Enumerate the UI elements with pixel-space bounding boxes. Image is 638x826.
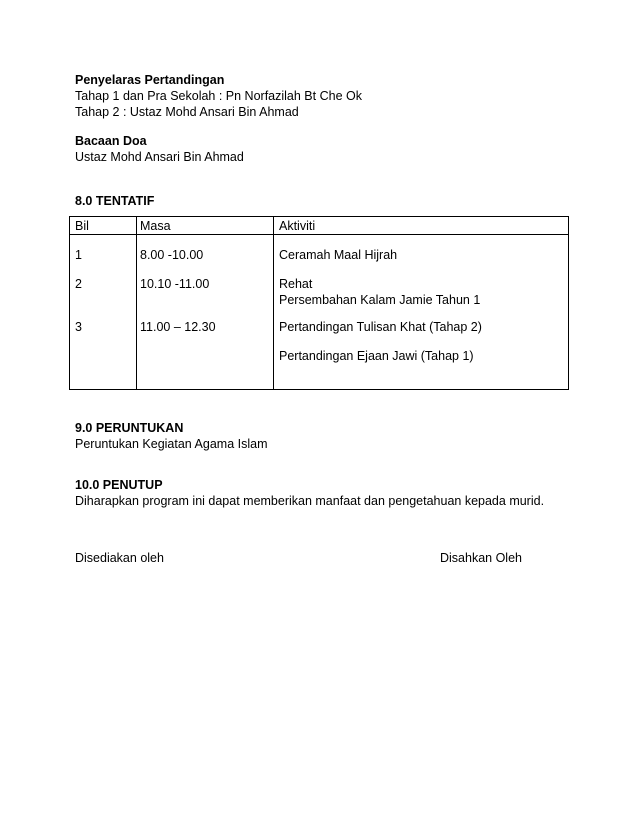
coordinator-heading: Penyelaras Pertandingan bbox=[75, 73, 225, 87]
allocation-heading: 9.0 PERUNTUKAN bbox=[75, 421, 184, 435]
coordinator-line-2: Tahap 2 : Ustaz Mohd Ansari Bin Ahmad bbox=[75, 105, 299, 119]
allocation-line-1: Peruntukan Kegiatan Agama Islam bbox=[75, 437, 268, 451]
column-header-masa: Masa bbox=[140, 219, 171, 233]
column-header-aktiviti: Aktiviti bbox=[279, 219, 316, 233]
row-3-bil: 3 bbox=[75, 320, 82, 334]
row-2-masa: 10.10 -11.00 bbox=[140, 277, 210, 291]
closing-heading: 10.0 PENUTUP bbox=[75, 478, 163, 492]
tentatif-heading: 8.0 TENTATIF bbox=[75, 194, 155, 208]
table-column-divider bbox=[273, 217, 274, 389]
column-header-bil: Bil bbox=[75, 219, 89, 233]
tentatif-table bbox=[69, 216, 569, 390]
row-1-bil: 1 bbox=[75, 248, 82, 262]
prepared-by-label: Disediakan oleh bbox=[75, 551, 164, 565]
row-1-aktiviti-1: Ceramah Maal Hijrah bbox=[279, 248, 398, 262]
closing-line-1: Diharapkan program ini dapat memberikan manfaat dan pengetahuan kepada murid. bbox=[75, 494, 545, 508]
table-column-divider bbox=[136, 217, 137, 389]
row-3-masa: 11.00 – 12.30 bbox=[140, 320, 216, 334]
row-1-masa: 8.00 -10.00 bbox=[140, 248, 204, 262]
prayer-heading: Bacaan Doa bbox=[75, 134, 147, 148]
row-3-aktiviti-2: Pertandingan Ejaan Jawi (Tahap 1) bbox=[279, 349, 474, 363]
row-2-bil: 2 bbox=[75, 277, 82, 291]
approved-by-label: Disahkan Oleh bbox=[440, 551, 522, 565]
prayer-line-1: Ustaz Mohd Ansari Bin Ahmad bbox=[75, 150, 244, 164]
row-2-aktiviti-2: Persembahan Kalam Jamie Tahun 1 bbox=[279, 293, 481, 307]
table-header-divider bbox=[70, 234, 568, 235]
row-3-aktiviti-1: Pertandingan Tulisan Khat (Tahap 2) bbox=[279, 320, 482, 334]
row-2-aktiviti-1: Rehat bbox=[279, 277, 313, 291]
coordinator-line-1: Tahap 1 dan Pra Sekolah : Pn Norfazilah Bt Che Ok bbox=[75, 89, 362, 103]
